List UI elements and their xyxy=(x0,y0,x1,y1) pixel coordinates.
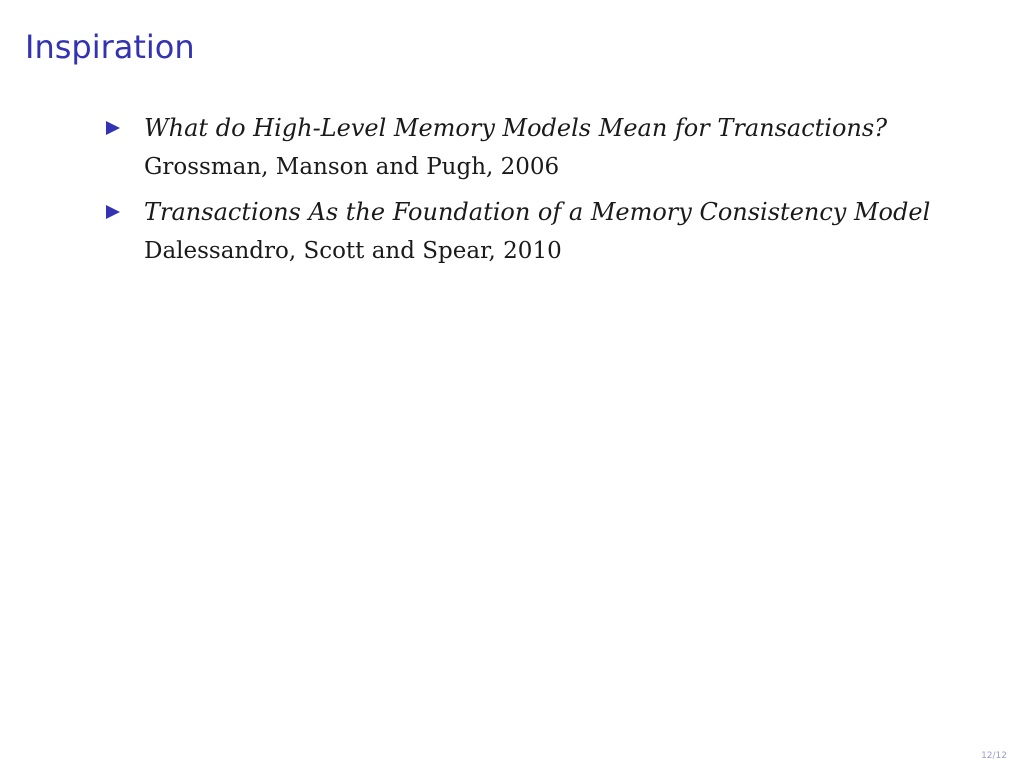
triangle-bullet-icon xyxy=(106,121,120,135)
reference-list xyxy=(106,109,986,277)
page-number: 12/12 xyxy=(981,751,1007,761)
paper-authors: Grossman, Manson and Pugh, 2006 xyxy=(144,154,560,180)
triangle-bullet-icon xyxy=(106,205,120,219)
list-item xyxy=(106,109,986,187)
paper-title: What do High-Level Memory Models Mean for Transactions? xyxy=(144,114,888,142)
slide-title: Inspiration xyxy=(25,28,195,66)
paper-title: Transactions As the Foundation of a Memory Consistency Model xyxy=(144,198,931,226)
list-item xyxy=(106,193,986,271)
paper-authors: Dalessandro, Scott and Spear, 2010 xyxy=(144,238,562,264)
